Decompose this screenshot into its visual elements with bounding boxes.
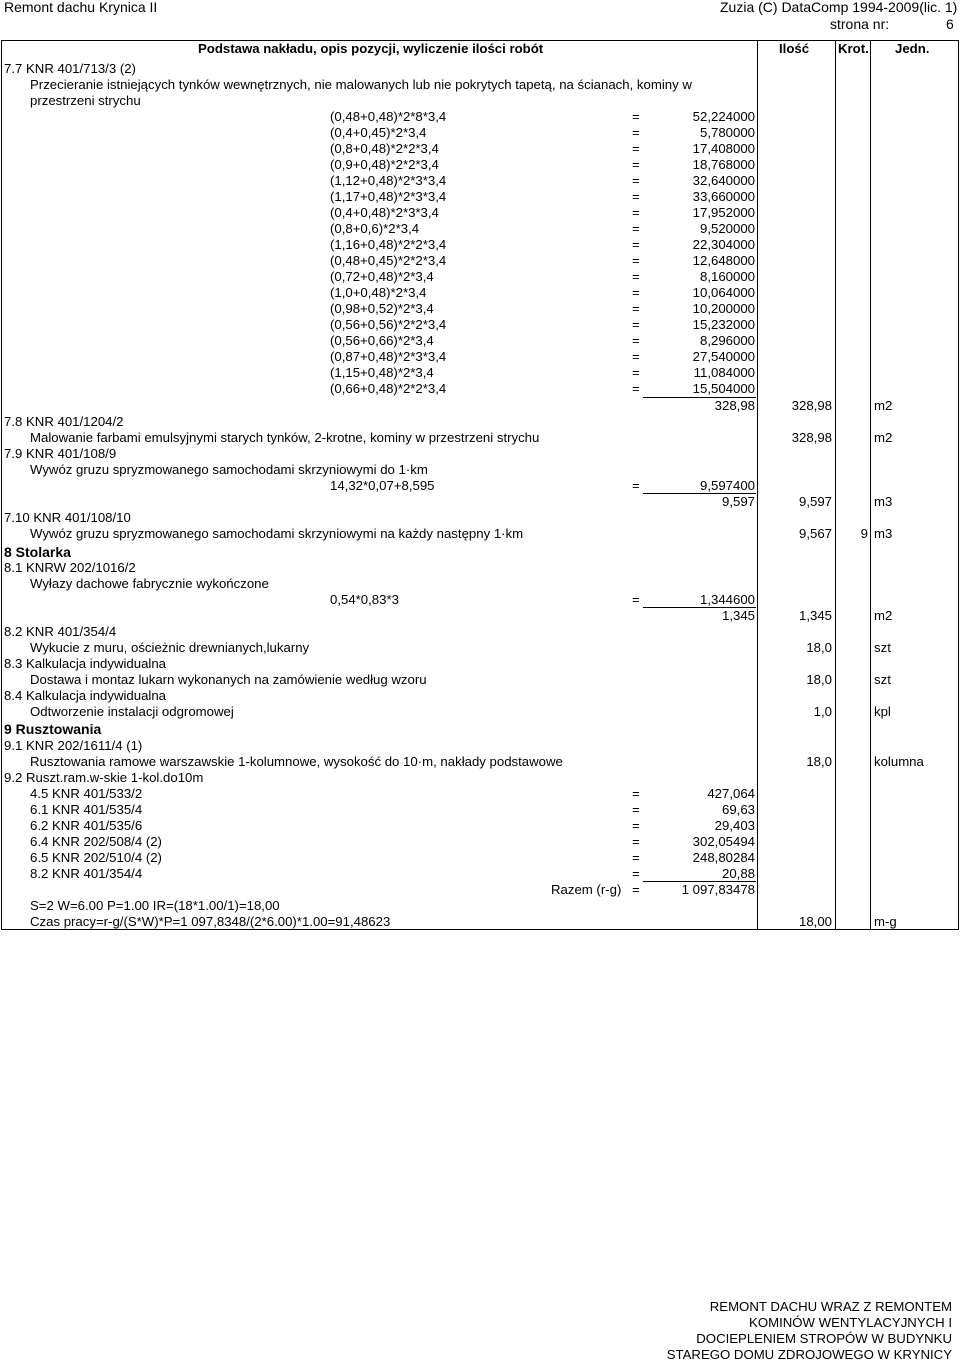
- calc-equals: =: [632, 205, 640, 220]
- calc-expression: (0,72+0,48)*2*3,4: [330, 269, 434, 284]
- item-code: 7.10 KNR 401/108/10: [4, 510, 131, 525]
- calc-value: 17,408000: [692, 141, 755, 156]
- calc-value: 15,232000: [692, 317, 755, 332]
- calc-value: 18,768000: [692, 157, 755, 172]
- col-divider-krot: [835, 40, 836, 930]
- calc-equals: =: [632, 850, 640, 865]
- calc-expression: 6.4 KNR 202/508/4 (2): [30, 834, 162, 849]
- calc-equals: =: [632, 269, 640, 284]
- item-quantity: 328,98: [791, 430, 832, 445]
- razem-value: 1 097,83478: [681, 882, 755, 897]
- col-divider-qty: [757, 40, 758, 930]
- calc-expression: 6.1 KNR 401/535/4: [30, 802, 143, 817]
- item-unit: kolumna: [874, 754, 924, 769]
- item-code: 9.1 KNR 202/1611/4 (1): [4, 738, 143, 753]
- calc-value: 33,660000: [692, 189, 755, 204]
- calc-value: 20,88: [721, 866, 755, 881]
- footer-line-1: REMONT DACHU WRAZ Z REMONTEM: [709, 1299, 952, 1314]
- footer-line-4: STAREGO DOMU ZDROJOWEGO W KRYNICY: [666, 1347, 952, 1362]
- calc-equals: =: [632, 301, 640, 316]
- calc-equals: =: [632, 802, 640, 817]
- page-label: strona nr:: [830, 16, 890, 32]
- item-description: Przecieranie istniejących tynków wewnętrznych, nie malowanych lub nie pokrytych tapetą, na ścianach, kominy w: [30, 77, 692, 92]
- calc-value: 248,80284: [692, 850, 755, 865]
- item-quantity: 18,00: [798, 914, 832, 929]
- table-left-border: [1, 40, 2, 930]
- calc-value: 10,200000: [692, 301, 755, 316]
- item-krot: 9: [860, 526, 868, 541]
- item-code: 8.2 KNR 401/354/4: [4, 624, 117, 639]
- calc-equals: =: [632, 365, 640, 380]
- item-quantity: 328,98: [791, 398, 832, 413]
- calc-value: 427,064: [707, 786, 755, 801]
- calc-expression: (1,15+0,48)*2*3,4: [330, 365, 434, 380]
- item-description: Wyłazy dachowe fabrycznie wykończone: [30, 576, 269, 591]
- calc-value: 15,504000: [692, 381, 755, 396]
- calc-value: 302,05494: [692, 834, 755, 849]
- calc-equals: =: [632, 381, 640, 396]
- calc-expression: (0,48+0,45)*2*2*3,4: [330, 253, 447, 268]
- calc-value: 10,064000: [692, 285, 755, 300]
- calc-expression: (1,12+0,48)*2*3*3,4: [330, 173, 447, 188]
- calc-value: 22,304000: [692, 237, 755, 252]
- section-title: 9 Rusztowania: [4, 721, 102, 737]
- item-quantity: 9,597: [798, 494, 832, 509]
- item-description: Wywóz gruzu spryzmowanego samochodami skrzyniowymi na każdy następny 1·km: [30, 526, 524, 541]
- item-unit: m3: [874, 526, 893, 541]
- razem-label: Razem (r-g): [551, 882, 622, 897]
- item-quantity: 18,0: [806, 640, 832, 655]
- calc-expression: (1,16+0,48)*2*2*3,4: [330, 237, 447, 252]
- calc-equals: =: [632, 141, 640, 156]
- work-time-formula: Czas pracy=r-g/(S*W)*P=1 097,8348/(2*6.00)*1.00=91,48623: [30, 914, 391, 929]
- calc-expression: (0,8+0,6)*2*3,4: [330, 221, 420, 236]
- item-code: 7.9 KNR 401/108/9: [4, 446, 117, 461]
- calc-equals: =: [632, 333, 640, 348]
- item-code: 8.3 Kalkulacja indywidualna: [4, 656, 167, 671]
- item-quantity: 18,0: [806, 672, 832, 687]
- page-number: 6: [946, 16, 954, 32]
- calc-value: 8,296000: [699, 333, 755, 348]
- item-description: Wywóz gruzu spryzmowanego samochodami skrzyniowymi do 1·km: [30, 462, 428, 477]
- item-unit: kpl: [874, 704, 891, 719]
- calc-expression: (0,98+0,52)*2*3,4: [330, 301, 434, 316]
- item-unit: m2: [874, 430, 893, 445]
- item-unit: szt: [874, 640, 891, 655]
- calc-value: 1,344600: [699, 592, 755, 607]
- item-unit: m2: [874, 608, 893, 623]
- software-label: Zuzia (C) DataComp 1994-2009(lic. 1): [720, 0, 958, 15]
- item-description: Wykucie z muru, ościeżnic drewnianych,lukarny: [30, 640, 310, 655]
- item-quantity: 1,0: [813, 704, 832, 719]
- calc-value: 9,597400: [699, 478, 755, 493]
- col-header-krot: Krot.: [838, 41, 869, 56]
- calc-equals: =: [632, 818, 640, 833]
- calc-equals: =: [632, 221, 640, 236]
- calc-expression: (0,87+0,48)*2*3*3,4: [330, 349, 447, 364]
- project-title: Remont dachu Krynica II: [4, 0, 158, 15]
- calc-sum: 1,345: [721, 608, 755, 623]
- calc-value: 32,640000: [692, 173, 755, 188]
- calc-equals: =: [632, 285, 640, 300]
- item-description-cont: przestrzeni strychu: [30, 93, 141, 108]
- calc-sum: 9,597: [721, 494, 755, 509]
- calc-value: 12,648000: [692, 253, 755, 268]
- item-description: Malowanie farbami emulsyjnymi starych tynków, 2-krotne, kominy w przestrzeni strychu: [30, 430, 540, 445]
- calc-expression: (0,9+0,48)*2*2*3,4: [330, 157, 439, 172]
- crew-params: S=2 W=6.00 P=1.00 IR=(18*1.00/1)=18,00: [30, 898, 280, 913]
- item-code: 7.8 KNR 401/1204/2: [4, 414, 124, 429]
- calc-expression: (1,0+0,48)*2*3,4: [330, 285, 427, 300]
- footer-line-3: DOCIEPLENIEM STROPÓW W BUDYNKU: [696, 1331, 952, 1346]
- calc-sum: 328,98: [714, 398, 755, 413]
- calc-equals: =: [632, 189, 640, 204]
- calc-expression: 14,32*0,07+8,595: [330, 478, 435, 493]
- calc-equals: =: [632, 786, 640, 801]
- calc-expression: (1,17+0,48)*2*3*3,4: [330, 189, 447, 204]
- item-code: 8.4 Kalkulacja indywidualna: [4, 688, 167, 703]
- item-unit: m3: [874, 494, 893, 509]
- item-quantity: 18,0: [806, 754, 832, 769]
- col-divider-unit: [870, 40, 871, 930]
- calc-equals: =: [632, 478, 640, 493]
- calc-expression: (0,48+0,48)*2*8*3,4: [330, 109, 447, 124]
- calc-equals: =: [632, 109, 640, 124]
- calc-equals: =: [632, 237, 640, 252]
- item-unit: m-g: [874, 914, 897, 929]
- calc-value: 8,160000: [699, 269, 755, 284]
- calc-value: 69,63: [721, 802, 755, 817]
- calc-expression: 6.5 KNR 202/510/4 (2): [30, 850, 162, 865]
- calc-value: 17,952000: [692, 205, 755, 220]
- calc-expression: (0,4+0,48)*2*3*3,4: [330, 205, 439, 220]
- item-unit: szt: [874, 672, 891, 687]
- calc-value: 5,780000: [699, 125, 755, 140]
- calc-equals: =: [632, 349, 640, 364]
- calc-value: 52,224000: [692, 109, 755, 124]
- calc-equals: =: [632, 157, 640, 172]
- calc-value: 29,403: [714, 818, 755, 833]
- item-code: 9.2 Ruszt.ram.w-skie 1-kol.do10m: [4, 770, 204, 785]
- col-header-unit: Jedn.: [895, 41, 930, 56]
- calc-expression: (0,8+0,48)*2*2*3,4: [330, 141, 439, 156]
- col-header-description: Podstawa nakładu, opis pozycji, wyliczenie ilości robót: [198, 41, 544, 56]
- calc-expression: (0,56+0,66)*2*3,4: [330, 333, 434, 348]
- calc-value: 9,520000: [699, 221, 755, 236]
- col-header-quantity: Ilość: [779, 41, 810, 56]
- item-code: 8.1 KNRW 202/1016/2: [4, 560, 136, 575]
- calc-expression: (0,4+0,45)*2*3,4: [330, 125, 427, 140]
- calc-expression: (0,66+0,48)*2*2*3,4: [330, 381, 447, 396]
- calc-equals: =: [632, 592, 640, 607]
- footer-line-2: KOMINÓW WENTYLACYJNYCH I: [749, 1315, 952, 1330]
- item-code: 7.7 KNR 401/713/3 (2): [4, 61, 136, 76]
- item-description: Rusztowania ramowe warszawskie 1-kolumnowe, wysokość do 10·m, nakłady podstawowe: [30, 754, 563, 769]
- calc-expression: 0,54*0,83*3: [330, 592, 399, 607]
- calc-expression: 6.2 KNR 401/535/6: [30, 818, 143, 833]
- calc-equals: =: [632, 317, 640, 332]
- calc-equals: =: [632, 882, 640, 897]
- item-unit: m2: [874, 398, 893, 413]
- item-quantity: 1,345: [798, 608, 832, 623]
- calc-expression: 8.2 KNR 401/354/4: [30, 866, 143, 881]
- item-description: Odtworzenie instalacji odgromowej: [30, 704, 234, 719]
- calc-equals: =: [632, 866, 640, 881]
- item-quantity: 9,567: [798, 526, 832, 541]
- section-title: 8 Stolarka: [4, 544, 71, 560]
- calc-value: 11,084000: [693, 365, 755, 380]
- table-right-border: [958, 40, 959, 930]
- calc-equals: =: [632, 253, 640, 268]
- calc-value: 27,540000: [692, 349, 755, 364]
- calc-equals: =: [632, 173, 640, 188]
- calc-expression: 4.5 KNR 401/533/2: [30, 786, 143, 801]
- item-description: Dostawa i montaz lukarn wykonanych na zamówienie według wzoru: [30, 672, 427, 687]
- calc-expression: (0,56+0,56)*2*2*3,4: [330, 317, 447, 332]
- calc-equals: =: [632, 125, 640, 140]
- calc-equals: =: [632, 834, 640, 849]
